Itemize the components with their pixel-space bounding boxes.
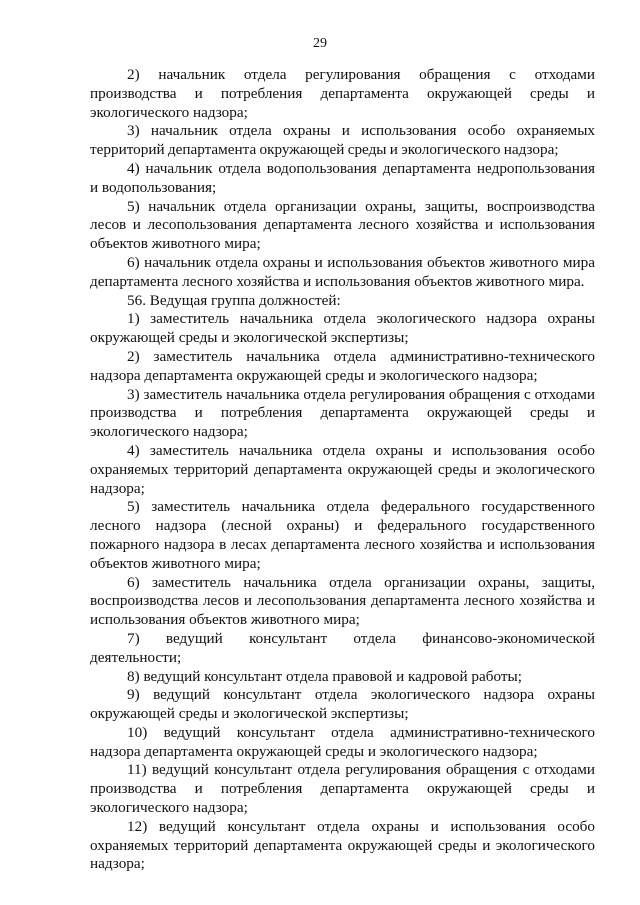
list-item: 5) заместитель начальника отдела федерального государственного лесного надзора (лесной охраны) и федерального государственного пожарного надзора в лесах департамента лесного хозяйства и использования объектов животного мира; bbox=[90, 498, 595, 572]
page-number: 29 bbox=[313, 36, 327, 51]
list-item: 2) начальник отдела регулирования обращения с отходами производства и потребления департамента окружающей среды и экологического надзора; bbox=[90, 66, 595, 121]
list-item: 6) начальник отдела охраны и использования объектов животного мира департамента лесного хозяйства и использования объектов животного мира. bbox=[90, 253, 595, 290]
list-item: 5) начальник отдела организации охраны, защиты, воспроизводства лесов и лесопользования департамента лесного хозяйства и использования объектов животного мира; bbox=[90, 197, 595, 253]
section-heading: 56. Ведущая группа должностей: bbox=[127, 291, 341, 309]
list-item: 8) ведущий консультант отдела правовой и кадровой работы; bbox=[127, 667, 522, 685]
list-item: 3) заместитель начальника отдела регулирования обращения с отходами производства и потребления департамента окружающей среды и экологического надзора; bbox=[90, 385, 595, 441]
list-item: 10) ведущий консультант отдела административно-технического надзора департамента окружающей среды и экологического надзора; bbox=[90, 723, 595, 760]
list-item: 9) ведущий консультант отдела экологического надзора охраны окружающей среды и экологической экспертизы; bbox=[90, 686, 595, 723]
list-item: 7) ведущий консультант отдела финансово-экономической деятельности; bbox=[90, 629, 595, 666]
list-item: 6) заместитель начальника отдела организации охраны, защиты, воспроизводства лесов и лесопользования департамента лесного хозяйства и использования объектов животного мира; bbox=[90, 573, 595, 629]
list-item: 11) ведущий консультант отдела регулирования обращения с отходами производства и потребления департамента окружающей среды и экологического надзора; bbox=[90, 761, 595, 817]
list-item: 12) ведущий консультант отдела охраны и использования особо охраняемых территорий департамента окружающей среды и экологического надзора; bbox=[90, 817, 595, 873]
list-item: 4) начальник отдела водопользования департамента недропользования и водопользования; bbox=[90, 159, 595, 196]
list-item: 1) заместитель начальника отдела экологического надзора охраны окружающей среды и экологической экспертизы; bbox=[90, 310, 595, 347]
list-item: 2) заместитель начальника отдела административно-технического надзора департамента окружающей среды и экологического надзора; bbox=[90, 347, 595, 384]
document-body bbox=[90, 66, 595, 874]
list-item: 3) начальник отдела охраны и использования особо охраняемых территорий департамента окружающей среды и экологического надзора; bbox=[90, 122, 595, 159]
list-item: 4) заместитель начальника отдела охраны и использования особо охраняемых территорий департамента окружающей среды и экологического надзора; bbox=[90, 441, 595, 497]
